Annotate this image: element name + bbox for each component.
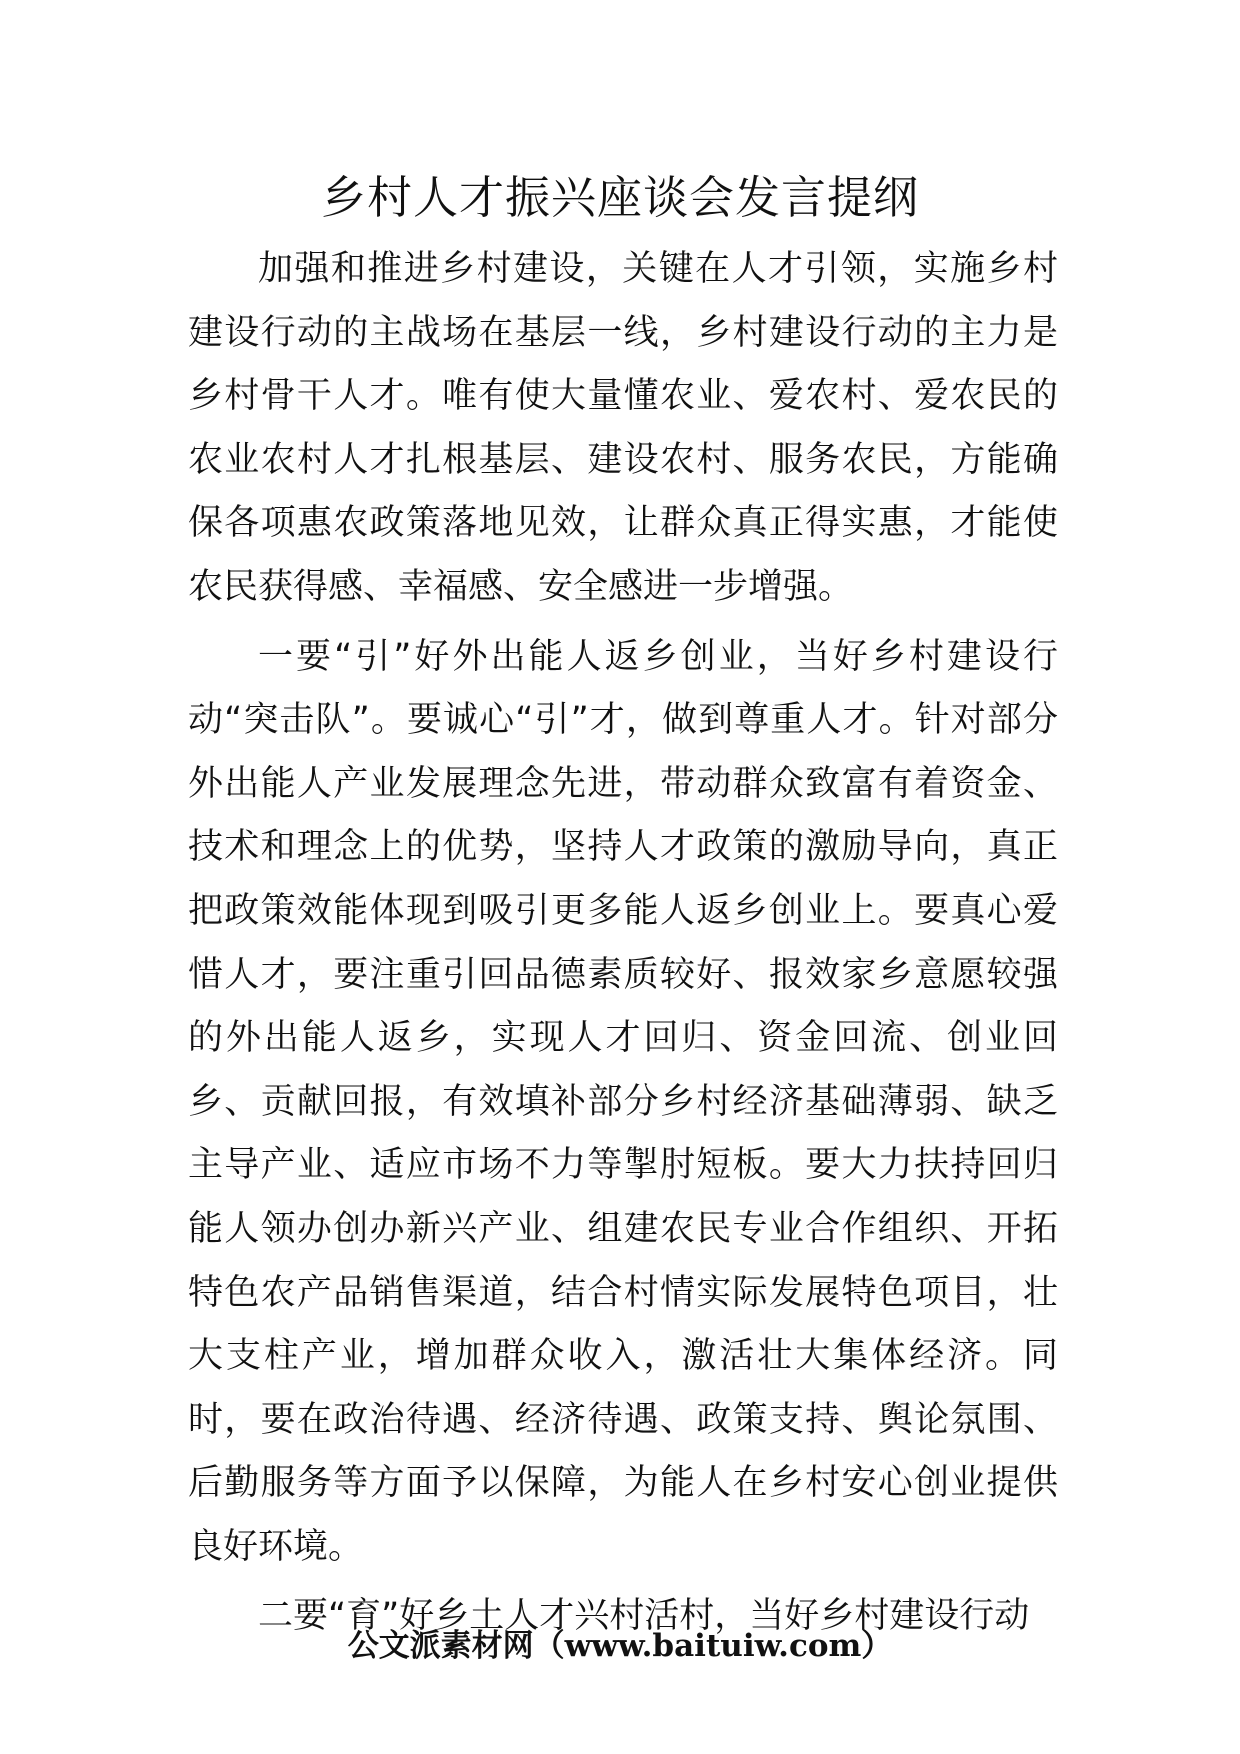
document-title: 乡村人才振兴座谈会发言提纲: [320, 171, 919, 224]
paragraph-intro: 加强和推进乡村建设，关键在人才引领，实施乡村建设行动的主战场在基层一线，乡村建设行动的主力是乡村骨干人才。唯有使大量懂农业、爱农村、爱农民的农业农村人才扎根基层、建设农村、服务农民，方能确保各项惠农政策落地见效，让群众真正得实惠，才能使农民获得感、幸福感、安全感进一步增强。: [188, 249, 1058, 607]
paragraph-point-one: 一要“引”好外出能人返乡创业，当好乡村建设行动“突击队”。要诚心“引”才，做到尊重人才。针对部分外出能人产业发展理念先进，带动群众致富有着资金、技术和理念上的优势，坚持人才政策的激励导向，真正把政策效能体现到吸引更多能人返乡创业上。要真心爱惜人才，要注重引回品德素质较好、报效家乡意愿较强的外出能人返乡，实现人才回归、资金回流、创业回乡、贡献回报，有效填补部分乡村经济基础薄弱、缺乏主导产业、适应市场不力等掣肘短板。要大力扶持回归能人领办创办新兴产业、组建农民专业合作组织、开拓特色农产品销售渠道，结合村情实际发展特色项目，壮大支柱产业，增加群众收入，激活壮大集体经济。同时，要在政治待遇、经济待遇、政策支持、舆论氛围、后勤服务等方面予以保障，为能人在乡村安心创业提供良好环境。: [188, 636, 1058, 1567]
footer-watermark: 公文派素材网（www.baituiw.com）: [347, 1628, 893, 1664]
document-body: [188, 238, 1058, 1649]
paragraph-point-two: 二要“育”好乡土人才兴村活村，当好乡村建设行动: [258, 1596, 1030, 1637]
